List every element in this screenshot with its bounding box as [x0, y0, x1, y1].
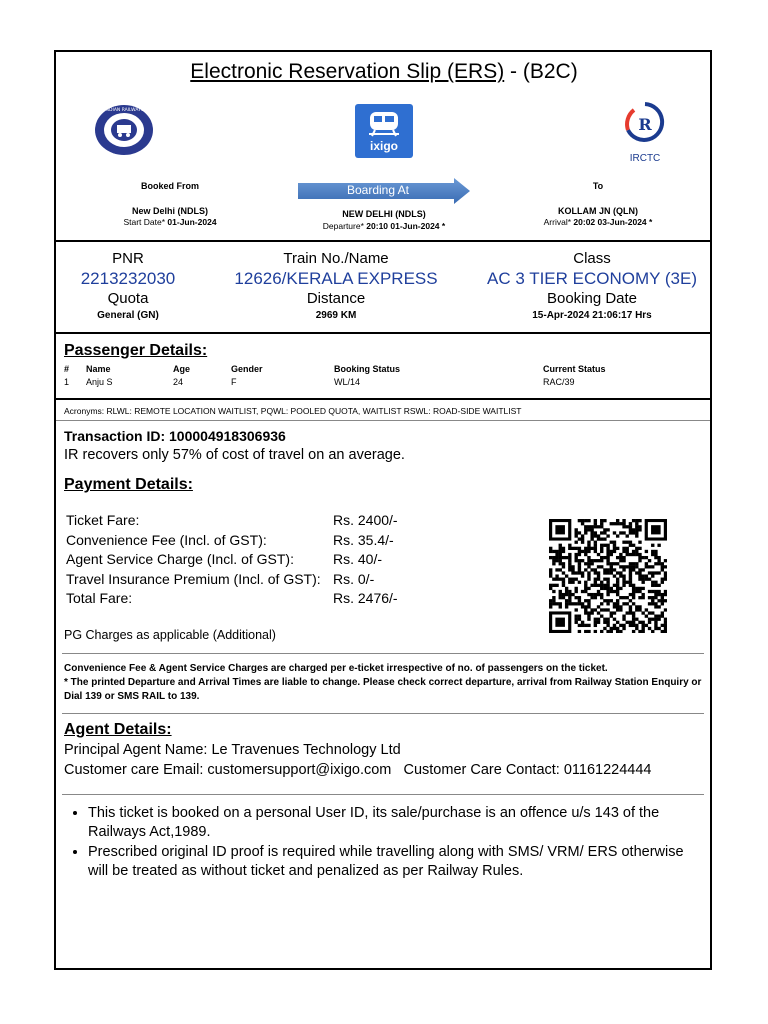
payment-label-agent-charge: Agent Service Charge (Incl. of GST): [66, 551, 294, 567]
payment-label-convenience: Convenience Fee (Incl. of GST): [66, 532, 267, 548]
row-booking-status: WL/14 [334, 377, 361, 387]
acronyms-note: Acronyms: RLWL: REMOTE LOCATION WAITLIST, PQWL: POOLED QUOTA, WAITLIST RSWL: ROAD-SIDE WAITLIST [64, 406, 522, 416]
pg-charges-note: PG Charges as applicable (Additional) [64, 628, 276, 642]
payment-label-total: Total Fare: [66, 590, 133, 606]
departure [284, 221, 484, 231]
quota-label: Quota [107, 290, 149, 307]
col-name: Name [86, 364, 111, 374]
boarding-station: NEW DELHI (NDLS) [342, 209, 426, 219]
passenger-heading: Passenger Details: [64, 342, 208, 359]
departure-label: Departure* [322, 221, 364, 231]
divider-payment [62, 653, 704, 654]
booking-date-value: 15-Apr-2024 21:06:17 Hrs [532, 310, 652, 321]
arrival [508, 217, 688, 227]
col-age: Age [173, 364, 191, 374]
payment-value-insurance: Rs. 0/- [333, 571, 375, 587]
payment-label-insurance: Travel Insurance Premium (Incl. of GST): [66, 571, 321, 587]
start-date [80, 217, 260, 227]
fee-notes [64, 662, 704, 704]
fee-note-line2: * The printed Departure and Arrival Times are liable to change. Please check correct departure, arrival from Railway Station Enquiry or Dial 139 or SMS RAIL to 139. [64, 677, 702, 702]
row-name: Anju S [86, 377, 113, 387]
cost-recovery-note: IR recovers only 57% of cost of travel on an average. [64, 447, 405, 463]
departure-value: 20:10 01-Jun-2024 * [366, 221, 446, 231]
qr-code [549, 519, 667, 633]
to-label: To [592, 181, 604, 191]
payment-label-ticket-fare: Ticket Fare: [66, 512, 140, 528]
start-date-value: 01-Jun-2024 [167, 217, 217, 227]
ir-logo-text: INDIAN RAILWAYS [104, 108, 144, 113]
payment-value-convenience: Rs. 35.4/- [333, 532, 394, 548]
train-label: Train No./Name [283, 250, 389, 267]
fee-note-line1: Convenience Fee & Agent Service Charges are charged per e-ticket irrespective of no. of passengers on the ticket. [64, 663, 608, 674]
payment-heading: Payment Details: [64, 476, 193, 493]
arrival-label: Arrival* [543, 217, 572, 227]
class-value: AC 3 TIER ECONOMY (3E) [486, 269, 698, 288]
irctc-logo [620, 100, 670, 162]
disclaimer-list [66, 804, 706, 882]
divider-mid [54, 332, 712, 334]
divider-notes [62, 713, 704, 714]
payment-value-agent-charge: Rs. 40/- [333, 551, 383, 567]
title-main: Electronic Reservation Slip (ERS) [190, 60, 505, 83]
boarding-at-label: Boarding At [346, 183, 410, 197]
disclaimer-item: • This ticket is booked on a personal User ID, its sale/purchase is an offence u/s 143 of the Railways Act,1989. [88, 804, 706, 842]
col-booking-status: Booking Status [334, 364, 401, 374]
divider-top [54, 240, 712, 242]
pnr-value: 2213232030 [80, 269, 176, 288]
transaction-id: Transaction ID: 100004918306936 [64, 428, 286, 444]
qr-code-graphic [549, 519, 667, 633]
col-current-status: Current Status [543, 364, 606, 374]
pnr-label: PNR [112, 250, 144, 267]
boarding-at-arrow [298, 178, 470, 204]
divider-agent [62, 794, 704, 795]
agent-contact-line [64, 762, 651, 778]
ixigo-logo [355, 104, 413, 158]
passenger-table [64, 364, 704, 394]
col-index: # [64, 364, 70, 374]
class-label: Class [573, 250, 611, 267]
distance-value: 2969 KM [315, 310, 357, 321]
row-age: 24 [173, 377, 184, 387]
principal-agent: Principal Agent Name: Le Travenues Technology Ltd [64, 742, 401, 758]
payment-value-total: Rs. 2476/- [333, 590, 398, 606]
divider-acronyms [56, 420, 710, 421]
row-index: 1 [64, 377, 70, 387]
row-gender: F [231, 377, 237, 387]
indian-railways-logo [93, 103, 155, 157]
booking-date-label: Booking Date [546, 290, 638, 307]
title-suffix: - (B2C) [504, 60, 578, 83]
row-current-status: RAC/39 [543, 377, 575, 387]
ixigo-logo-text: ixigo [369, 139, 398, 153]
to-station: KOLLAM JN (QLN) [558, 206, 638, 216]
quota-value: General (GN) [97, 310, 159, 321]
svg-text:R: R [638, 115, 652, 134]
page-title [0, 60, 768, 84]
booked-from-station: New Delhi (NDLS) [131, 206, 208, 216]
arrival-value: 20:02 03-Jun-2024 * [573, 217, 653, 227]
col-gender: Gender [231, 364, 263, 374]
irctc-logo-text: IRCTC [629, 153, 661, 164]
disclaimer-item: • Prescribed original ID proof is required while travelling along with SMS/ VRM/ ERS otherwise will be treated as without ticket and penalized as per Railway Rules. [88, 843, 706, 881]
train-value: 12626/KERALA EXPRESS [234, 269, 438, 288]
agent-heading: Agent Details: [64, 721, 172, 738]
customer-care-contact: Customer Care Contact: 01161224444 [403, 762, 652, 778]
distance-label: Distance [306, 290, 366, 307]
start-date-label: Start Date* [123, 217, 166, 227]
customer-care-email: Customer care Email: customersupport@ixigo.com [64, 762, 392, 778]
payment-value-ticket-fare: Rs. 2400/- [333, 512, 398, 528]
divider-passengers [54, 398, 712, 400]
booked-from-label: Booked From [140, 181, 199, 191]
